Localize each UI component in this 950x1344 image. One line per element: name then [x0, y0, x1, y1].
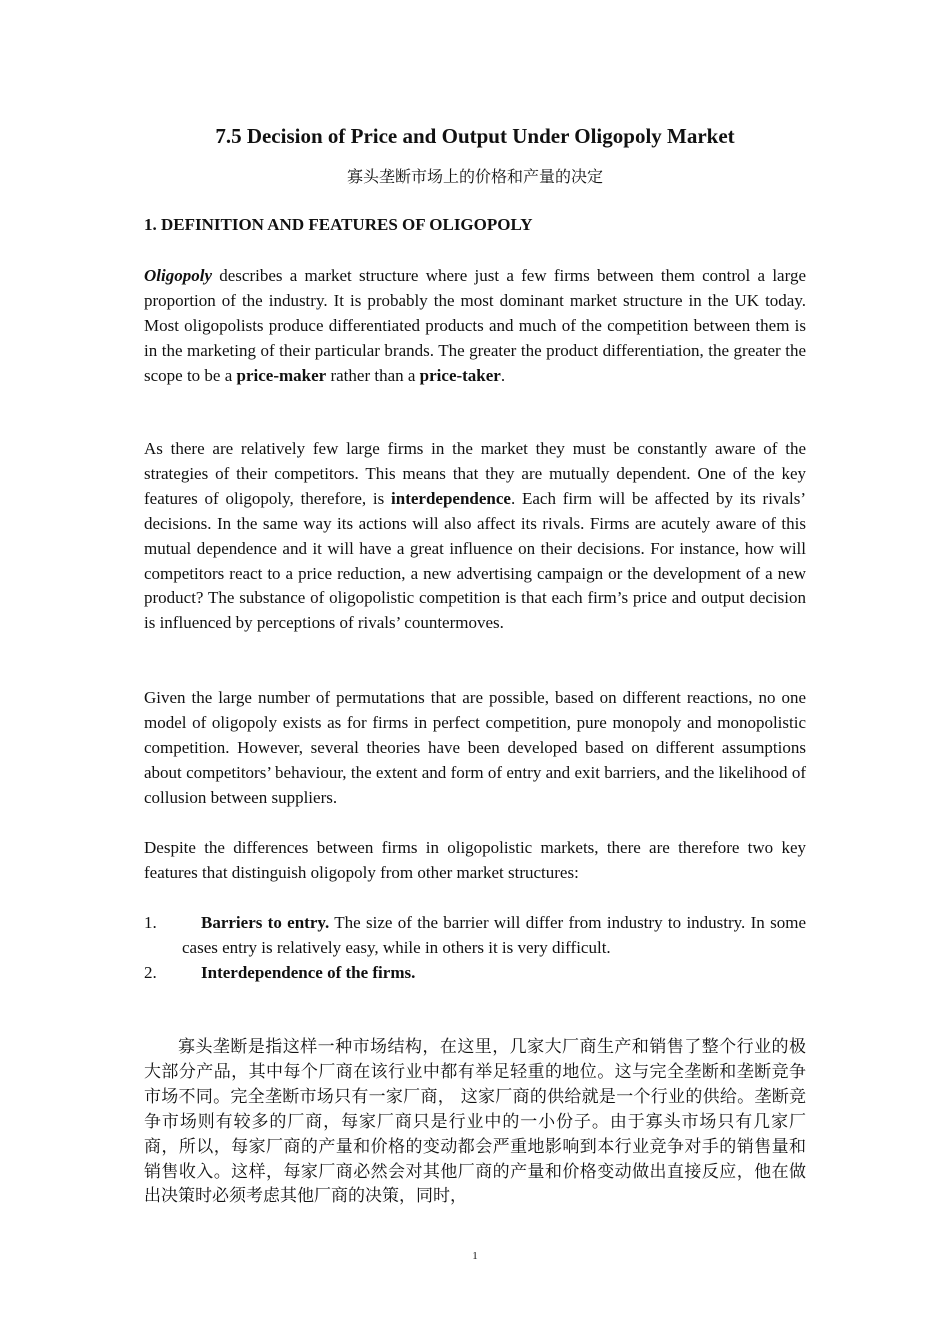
paragraph-key-features: Despite the differences between firms in oligopolistic markets, there are therefore two key features that distinguish oligopoly from other market structures:	[144, 838, 806, 882]
page-title: 7.5 Decision of Price and Output Under Oligopoly Market	[215, 124, 735, 148]
term-price-taker: price-taker	[419, 365, 501, 385]
text: .	[500, 365, 506, 385]
section-heading: 1. DEFINITION AND FEATURES OF OLIGOPOLY	[144, 215, 533, 234]
list-lead: Interdependence of the firms.	[201, 962, 416, 982]
paragraph-models: Given the large number of permutations that are possible, based on different reactions, no one model of oligopoly exists as for firms in perfect competition, pure monopoly and monopolistic competition. However, several theories have been developed based on different assumptions about competitors’ behaviour, the extent and form of entry and exit barriers, and the likelihood of collusion between suppliers.	[144, 688, 806, 807]
key-features-list	[144, 911, 806, 986]
list-item	[144, 911, 806, 961]
paragraph-interdependence	[144, 437, 806, 636]
page-subtitle-chinese: 寡头垄断市场上的价格和产量的决定	[346, 167, 603, 186]
list-item	[144, 961, 806, 986]
text: . Each firm will be affected by its rivals’ decisions. In the same way its actions will also affect its rivals. Firms are acutely aware of this mutual dependence and it will have a great influence on their decisions. For instance, how will competitors react to a price reduction, a new advertising campaign or the development of a new product? The substance of oligopolistic competition is that each firm’s price and output decision is influenced by perceptions of rivals’ countermoves.	[144, 488, 806, 633]
text: rather than a	[326, 365, 420, 385]
paragraph-oligopoly-definition	[144, 264, 806, 389]
list-number: 1.	[144, 913, 157, 932]
term-oligopoly: Oligopoly	[144, 266, 212, 285]
text: As there are relatively few large firms in the market they must be constantly aware of the strategies of their competitors. This means that they are mutually dependent. One of the key features of oligopoly, therefore, is	[144, 439, 806, 508]
list-text: The size of the barrier will differ from industry to industry. In some cases entry is relatively easy, while in others it is very difficult.	[182, 913, 807, 957]
page-number: 1	[472, 1250, 478, 1262]
text: describes a market structure where just a few firms between them control a large proportion of the industry. It is probably the most dominant market structure in the UK today. Most oligopolists produce differentiated products and much of the competition between them is in the marketing of their particular brands. The greater the product differentiation, the greater the scope to be a	[144, 266, 806, 385]
list-number: 2.	[144, 962, 157, 982]
list-lead: Barriers to entry.	[201, 913, 330, 932]
term-price-maker: price-maker	[236, 365, 327, 385]
paragraph-chinese: 寡头垄断是指这样一种市场结构，在这里，几家大厂商生产和销售了整个行业的极大部分产品，其中每个厂商在该行业中都有举足轻重的地位。这与完全垄断和垄断竞争市场不同。完全垄断市场只有一家厂商， 这家厂商的供给就是一个行业的供给。垄断竞争市场则有较多的厂商，每家厂商只是行业中的一小份子。由于寡头市场只有几家厂商，所以，每家厂商的产量和价格的变动都会严重地影响到本行业竞争对手的销售量和销售收入。这样，每家厂商必然会对其他厂商的产量和价格变动做出直接反应，他在做出决策时必须考虑其他厂商的决策，同时，	[144, 1037, 806, 1207]
term-interdependence: interdependence	[391, 488, 511, 508]
